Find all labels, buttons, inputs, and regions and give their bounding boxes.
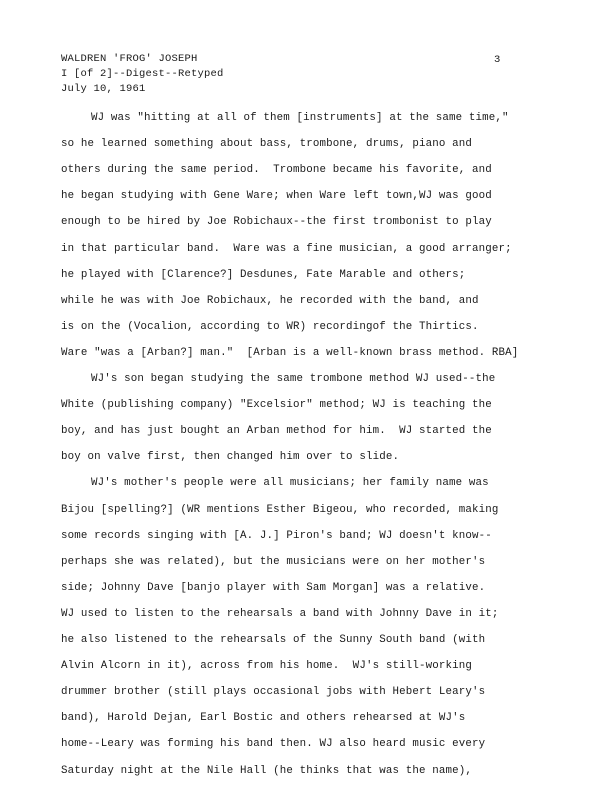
- text-line: drummer brother (still plays occasional jobs with Hebert Leary's: [61, 686, 486, 699]
- text-line: side; Johnny Dave [banjo player with Sam Morgan] was a relative.: [61, 581, 486, 594]
- text-line: Saturday night at the Nile Hall (he thinks that was the name),: [61, 764, 473, 777]
- text-line: perhaps she was related), but the musicians were on her mother's: [61, 555, 486, 568]
- text-line: is on the (Vocalion, according to WR) recordingof the Thirtics.: [61, 320, 479, 333]
- page-number: 3: [494, 54, 501, 66]
- text-line: White (publishing company) "Excelsior" method; WJ is teaching the: [61, 399, 492, 412]
- text-line: boy, and has just bought an Arban method for him. WJ started the: [61, 425, 492, 438]
- text-line: boy on valve first, then changed him over to slide.: [61, 451, 400, 464]
- text-line: WJ's mother's people were all musicians; her family name was: [91, 477, 489, 490]
- text-line: enough to be hired by Joe Robichaux--the first trombonist to play: [61, 216, 492, 229]
- text-line: Alvin Alcorn in it), across from his home. WJ's still-working: [61, 660, 473, 673]
- text-line: WJ's son began studying the same trombone method WJ used--the: [91, 373, 496, 385]
- text-line: some records singing with [A. J.] Piron's band; WJ doesn't know--: [61, 529, 492, 542]
- text-line: he also listened to the rehearsals of the Sunny South band (with: [61, 634, 486, 646]
- text-line: Bijou [spelling?] (WR mentions Esther Bigeou, who recorded, making: [61, 503, 499, 516]
- text-line: WJ was "hitting at all of them [instruments] at the same time,": [91, 112, 509, 124]
- interview-date: July 10, 1961: [61, 83, 146, 95]
- text-line: Ware "was a [Arban?] man." [Arban is a well-known brass method. RBA]: [61, 346, 519, 359]
- text-line: band), Harold Dejan, Earl Bostic and others rehearsed at WJ's: [61, 712, 466, 725]
- text-line: so he learned something about bass, trombone, drums, piano and: [61, 138, 473, 151]
- text-line: he began studying with Gene Ware; when Ware left town,WJ was good: [61, 190, 492, 203]
- interviewee-name: WALDREN 'FROG' JOSEPH: [61, 53, 198, 65]
- text-line: home--Leary was forming his band then. WJ also heard music every: [61, 738, 486, 751]
- text-line: WJ used to listen to the rehearsals a band with Johnny Dave in it;: [61, 607, 499, 620]
- reel-info: I [of 2]--Digest--Retyped: [61, 68, 224, 80]
- text-line: while he was with Joe Robichaux, he recorded with the band, and: [61, 294, 479, 307]
- text-line: he played with [Clarence?] Desdunes, Fate Marable and others;: [61, 268, 466, 281]
- text-line: in that particular band. Ware was a fine musician, a good arranger;: [61, 242, 512, 255]
- document-header: [61, 52, 224, 97]
- text-line: others during the same period. Trombone became his favorite, and: [61, 164, 492, 177]
